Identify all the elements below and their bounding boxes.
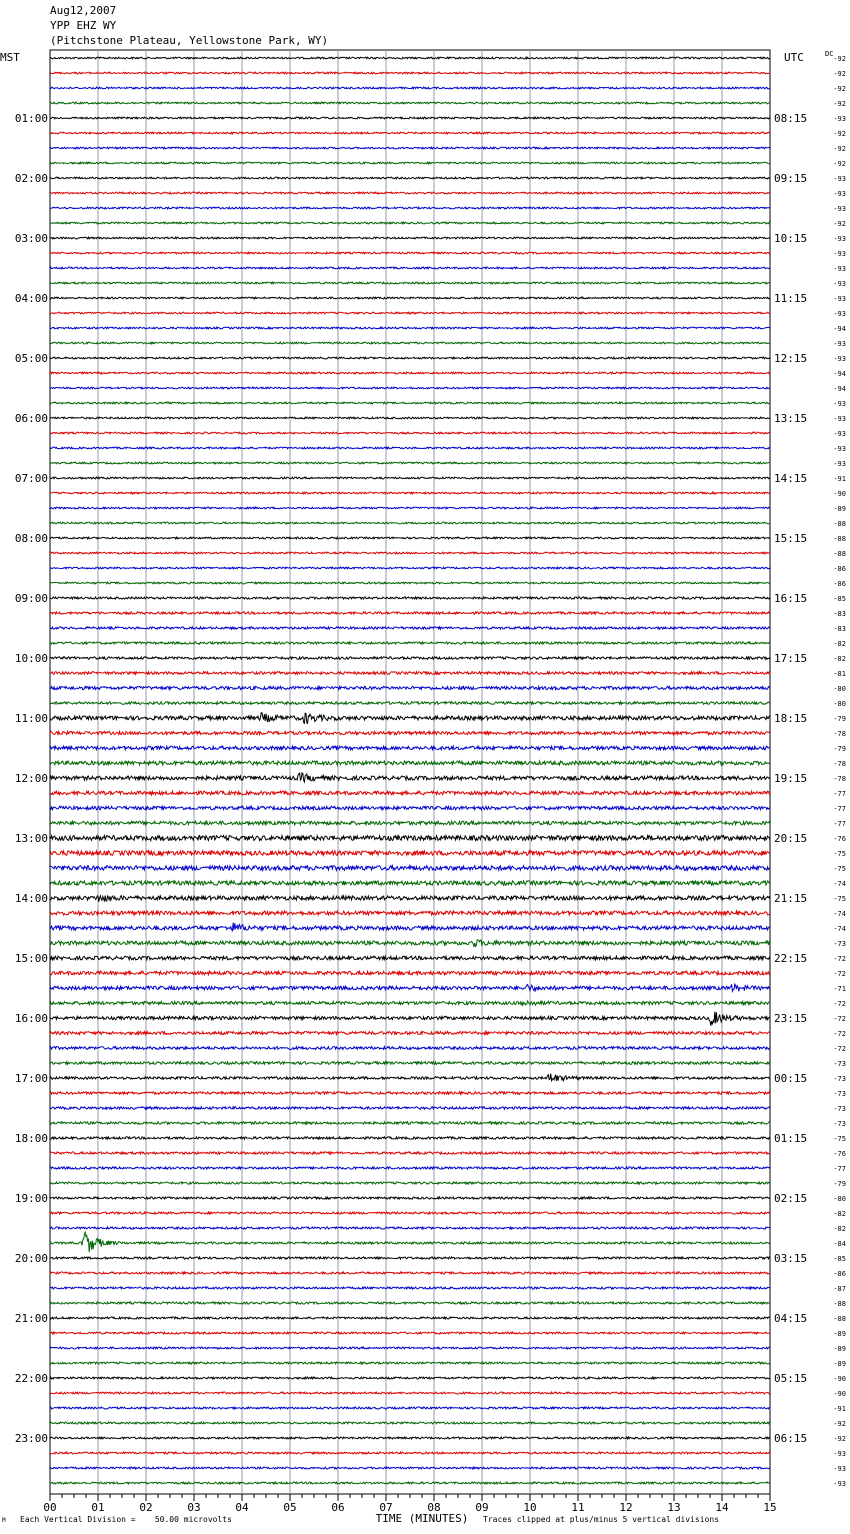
utc-hour-label: 17:15 — [774, 652, 808, 665]
mst-hour-label: 16:00 — [14, 1012, 48, 1025]
dc-offset-label: -89 — [833, 1330, 846, 1338]
seismic-trace — [50, 357, 770, 359]
mst-hour-label: 20:00 — [14, 1252, 48, 1265]
x-tick-label: 02 — [139, 1501, 153, 1514]
dc-offset-label: -78 — [833, 730, 846, 738]
dc-offset-label: -73 — [833, 1075, 846, 1083]
dc-offset-label: -72 — [833, 1045, 846, 1053]
dc-offset-label: -93 — [833, 205, 846, 213]
dc-offset-label: -93 — [833, 1465, 846, 1473]
utc-hour-label: 03:15 — [774, 1252, 808, 1265]
seismic-trace — [50, 1137, 770, 1139]
mst-hour-label: 11:00 — [14, 712, 48, 725]
seismic-trace — [50, 402, 770, 404]
dc-offset-label: -87 — [833, 1285, 846, 1293]
utc-hour-label: 15:15 — [774, 532, 808, 545]
mst-hour-label: 22:00 — [14, 1372, 48, 1385]
dc-offset-label: -78 — [833, 760, 846, 768]
seismic-trace — [50, 102, 770, 104]
dc-offset-label: -72 — [833, 955, 846, 963]
mst-hour-label: 02:00 — [14, 172, 48, 185]
seismic-trace — [50, 72, 770, 74]
seismic-trace — [50, 1107, 770, 1110]
dc-offset-label: -81 — [833, 670, 846, 678]
dc-offset-label: -78 — [833, 775, 846, 783]
dc-offset-label: -88 — [833, 1315, 846, 1323]
dc-offset-label: -94 — [833, 325, 846, 333]
seismic-trace — [50, 147, 770, 149]
seismic-trace — [50, 1122, 770, 1125]
utc-hour-label: 18:15 — [774, 712, 808, 725]
seismic-trace — [50, 177, 770, 179]
dc-offset-label: -79 — [833, 745, 846, 753]
utc-label: UTC — [784, 51, 804, 64]
seismic-trace — [50, 1232, 770, 1252]
seismic-trace — [50, 597, 770, 599]
utc-hour-label: 10:15 — [774, 232, 808, 245]
dc-offset-label: -93 — [833, 295, 846, 303]
mst-hour-label: 21:00 — [14, 1312, 48, 1325]
dc-offset-label: -91 — [833, 1405, 846, 1413]
seismic-trace — [50, 642, 770, 644]
seismic-trace — [50, 462, 770, 464]
dc-offset-label: -88 — [833, 1300, 846, 1308]
seismic-trace — [50, 1362, 770, 1364]
x-tick-label: 05 — [283, 1501, 297, 1514]
dc-offset-label: -92 — [833, 1420, 846, 1428]
dc-offset-label: -75 — [833, 895, 846, 903]
dc-offset-label: -92 — [833, 70, 846, 78]
seismic-trace — [50, 1012, 770, 1026]
x-tick-label: 03 — [187, 1501, 201, 1514]
seismic-trace — [50, 791, 770, 795]
dc-offset-label: -93 — [833, 460, 846, 468]
seismic-trace — [50, 162, 770, 164]
seismic-trace — [50, 1001, 770, 1005]
x-tick-label: 11 — [571, 1501, 585, 1514]
utc-hour-label: 08:15 — [774, 112, 808, 125]
mst-hour-label: 03:00 — [14, 232, 48, 245]
dc-offset-label: -83 — [833, 625, 846, 633]
dc-offset-label: -92 — [833, 145, 846, 153]
seismic-trace — [50, 1332, 770, 1334]
dc-offset-label: -75 — [833, 1135, 846, 1143]
dc-offset-label: -90 — [833, 1390, 846, 1398]
seismic-trace — [50, 657, 770, 660]
seismic-trace — [50, 1287, 770, 1289]
dc-offset-label: -93 — [833, 190, 846, 198]
dc-offset-label: -92 — [833, 220, 846, 228]
dc-offset-label: -93 — [833, 445, 846, 453]
seismic-trace — [50, 713, 770, 724]
dc-offset-label: -72 — [833, 1000, 846, 1008]
mst-hour-label: 04:00 — [14, 292, 48, 305]
seismic-trace — [50, 731, 770, 734]
seismic-trace — [50, 1407, 770, 1409]
seismic-trace — [50, 387, 770, 389]
seismic-trace — [50, 57, 770, 59]
seismic-trace — [50, 192, 770, 194]
seismic-trace — [50, 851, 770, 856]
utc-hour-label: 14:15 — [774, 472, 808, 485]
x-tick-label: 00 — [43, 1501, 57, 1514]
seismic-trace — [50, 1227, 770, 1229]
seismic-trace — [50, 806, 770, 809]
dc-offset-label: -89 — [833, 1360, 846, 1368]
dc-offset-label: -88 — [833, 550, 846, 558]
seismic-trace — [50, 1167, 770, 1169]
seismic-trace — [50, 1467, 770, 1469]
x-tick-label: 07 — [379, 1501, 393, 1514]
seismic-trace — [50, 1182, 770, 1184]
mst-hour-label: 06:00 — [14, 412, 48, 425]
seismic-trace — [50, 342, 770, 344]
utc-hour-label: 05:15 — [774, 1372, 808, 1385]
utc-hour-label: 09:15 — [774, 172, 808, 185]
seismic-trace — [50, 1031, 770, 1034]
dc-offset-label: -73 — [833, 1060, 846, 1068]
utc-hour-label: 22:15 — [774, 952, 808, 965]
mst-hour-label: 14:00 — [14, 892, 48, 905]
seismic-trace — [50, 866, 770, 871]
dc-offset-label: -86 — [833, 1270, 846, 1278]
seismic-trace — [50, 417, 770, 419]
seismic-trace — [50, 582, 770, 584]
dc-offset-label: -72 — [833, 970, 846, 978]
seismic-trace — [50, 477, 770, 479]
seismic-trace — [50, 87, 770, 89]
dc-offset-label: -77 — [833, 820, 846, 828]
utc-hour-label: 02:15 — [774, 1192, 808, 1205]
seismic-trace — [50, 923, 770, 932]
header-date: Aug12,2007 — [50, 4, 117, 17]
utc-hour-label: 21:15 — [774, 892, 808, 905]
seismic-trace — [50, 222, 770, 224]
dc-offset-label: -94 — [833, 385, 846, 393]
utc-hour-label: 20:15 — [774, 832, 808, 845]
dc-offset-label: -77 — [833, 1165, 846, 1173]
seismic-trace — [50, 1074, 770, 1081]
seismic-trace — [50, 1212, 770, 1214]
dc-offset-label: -93 — [833, 355, 846, 363]
dc-offset-label: -86 — [833, 565, 846, 573]
seismic-trace — [50, 507, 770, 509]
mst-hour-label: 12:00 — [14, 772, 48, 785]
seismic-trace — [50, 207, 770, 209]
dc-offset-label: -73 — [833, 940, 846, 948]
dc-offset-label: -93 — [833, 1480, 846, 1488]
dc-offset-label: -88 — [833, 520, 846, 528]
header-station: YPP EHZ WY — [50, 19, 117, 32]
seismic-trace — [50, 132, 770, 134]
seismic-trace — [50, 761, 770, 765]
seismic-trace — [50, 1392, 770, 1394]
seismic-trace — [50, 522, 770, 524]
mst-hour-label: 08:00 — [14, 532, 48, 545]
seismic-trace — [50, 1347, 770, 1349]
dc-offset-label: -72 — [833, 1030, 846, 1038]
utc-hour-label: 04:15 — [774, 1312, 808, 1325]
dc-offset-label: -75 — [833, 850, 846, 858]
dc-offset-label: -93 — [833, 280, 846, 288]
seismic-trace — [50, 1317, 770, 1319]
x-tick-label: 13 — [667, 1501, 681, 1514]
mst-hour-label: 09:00 — [14, 592, 48, 605]
mst-hour-label: 18:00 — [14, 1132, 48, 1145]
utc-hour-label: 06:15 — [774, 1432, 808, 1445]
seismic-trace — [50, 267, 770, 269]
dc-offset-label: -74 — [833, 910, 846, 918]
dc-offset-label: -82 — [833, 1210, 846, 1218]
dc-offset-label: -93 — [833, 250, 846, 258]
seismic-trace — [50, 1452, 770, 1454]
dc-offset-label: -90 — [833, 490, 846, 498]
dc-offset-label: -73 — [833, 1120, 846, 1128]
dc-offset-label: -90 — [833, 1375, 846, 1383]
dc-offset-label: -83 — [833, 610, 846, 618]
dc-offset-label: -89 — [833, 1345, 846, 1353]
mst-hour-label: 17:00 — [14, 1072, 48, 1085]
seismic-trace — [50, 1197, 770, 1199]
dc-offset-label: -93 — [833, 235, 846, 243]
seismic-trace — [50, 282, 770, 284]
utc-hour-label: 12:15 — [774, 352, 808, 365]
dc-offset-label: -80 — [833, 685, 846, 693]
utc-hour-label: 23:15 — [774, 1012, 808, 1025]
dc-offset-label: -93 — [833, 310, 846, 318]
seismic-trace — [50, 702, 770, 705]
seismic-trace — [50, 327, 770, 329]
mst-hour-label: 05:00 — [14, 352, 48, 365]
corner-mark: M — [2, 1517, 6, 1524]
mst-hour-label: 13:00 — [14, 832, 48, 845]
mst-hour-label: 01:00 — [14, 112, 48, 125]
dc-offset-label: -93 — [833, 340, 846, 348]
seismic-trace — [50, 492, 770, 494]
dc-offset-label: -92 — [833, 130, 846, 138]
dc-offset-label: -80 — [833, 700, 846, 708]
dc-offset-label: -79 — [833, 715, 846, 723]
seismic-trace — [50, 297, 770, 299]
dc-offset-label: -74 — [833, 880, 846, 888]
dc-offset-label: -82 — [833, 640, 846, 648]
seismic-trace — [50, 537, 770, 539]
dc-offset-label: -76 — [833, 835, 846, 843]
utc-hour-label: 01:15 — [774, 1132, 808, 1145]
seismic-trace — [50, 1272, 770, 1274]
seismic-trace — [50, 821, 770, 825]
seismic-trace — [50, 1092, 770, 1095]
dc-offset-label: -84 — [833, 1240, 846, 1248]
seismic-trace — [50, 1482, 770, 1484]
mst-hour-label: 10:00 — [14, 652, 48, 665]
seismic-trace — [50, 940, 770, 947]
utc-hour-label: 11:15 — [774, 292, 808, 305]
seismic-trace — [50, 372, 770, 374]
dc-offset-label: -94 — [833, 370, 846, 378]
x-tick-label: 14 — [715, 1501, 729, 1514]
seismic-trace — [50, 686, 770, 689]
seismic-trace — [50, 672, 770, 675]
x-tick-label: 08 — [427, 1501, 441, 1514]
plot-frame — [50, 50, 770, 1494]
seismic-trace — [50, 881, 770, 885]
dc-offset-label: -71 — [833, 985, 846, 993]
clip-note: Traces clipped at plus/minus 5 vertical divisions — [483, 1515, 720, 1524]
mst-hour-label: 07:00 — [14, 472, 48, 485]
utc-hour-label: 00:15 — [774, 1072, 808, 1085]
dc-offset-label: -73 — [833, 1105, 846, 1113]
seismic-trace — [50, 1152, 770, 1154]
dc-offset-label: -74 — [833, 925, 846, 933]
dc-offset-label: -85 — [833, 1255, 846, 1263]
dc-offset-label: -93 — [833, 415, 846, 423]
seismic-trace — [50, 1437, 770, 1439]
dc-offset-label: -93 — [833, 265, 846, 273]
seismic-trace — [50, 1302, 770, 1304]
utc-hour-label: 16:15 — [774, 592, 808, 605]
seismic-trace — [50, 447, 770, 449]
x-tick-label: 06 — [331, 1501, 345, 1514]
dc-offset-label: -73 — [833, 1090, 846, 1098]
seismic-trace — [50, 567, 770, 569]
mst-hour-label: 19:00 — [14, 1192, 48, 1205]
seismic-trace — [50, 1047, 770, 1050]
dc-offset-label: -77 — [833, 790, 846, 798]
seismic-trace — [50, 956, 770, 960]
dc-offset-label: -82 — [833, 655, 846, 663]
mst-hour-label: 15:00 — [14, 952, 48, 965]
dc-offset-label: -76 — [833, 1150, 846, 1158]
seismic-trace — [50, 971, 770, 975]
seismic-trace — [50, 552, 770, 554]
mst-hour-label: 23:00 — [14, 1432, 48, 1445]
seismic-trace — [50, 835, 770, 840]
x-axis-title: TIME (MINUTES) — [375, 1512, 469, 1525]
seismic-trace — [50, 627, 770, 629]
x-tick-label: 10 — [523, 1501, 537, 1514]
seismic-trace — [50, 773, 770, 782]
seismic-trace — [50, 1257, 770, 1259]
dc-offset-label: -92 — [833, 85, 846, 93]
dc-offset-label: -89 — [833, 505, 846, 513]
dc-offset-label: -75 — [833, 865, 846, 873]
dc-offset-label: -88 — [833, 535, 846, 543]
x-tick-label: 09 — [475, 1501, 489, 1514]
seismic-trace — [50, 911, 770, 915]
dc-offset-label: -93 — [833, 400, 846, 408]
x-tick-label: 04 — [235, 1501, 249, 1514]
mst-label: MST — [0, 51, 20, 64]
x-tick-label: 12 — [619, 1501, 633, 1514]
dc-offset-label: -79 — [833, 1180, 846, 1188]
dc-offset-label: -93 — [833, 175, 846, 183]
dc-offset-label: -92 — [833, 55, 846, 63]
seismic-trace — [50, 252, 770, 254]
dc-offset-label: -80 — [833, 1195, 846, 1203]
dc-offset-label: -92 — [833, 100, 846, 108]
x-tick-label: 01 — [91, 1501, 105, 1514]
utc-hour-label: 19:15 — [774, 772, 808, 785]
seismic-trace — [50, 612, 770, 614]
dc-offset-label: -72 — [833, 1015, 846, 1023]
header-location: (Pitchstone Plateau, Yellowstone Park, WY) — [50, 34, 329, 47]
seismic-trace — [50, 432, 770, 434]
dc-offset-label: -93 — [833, 1450, 846, 1458]
dc-label: DC — [825, 50, 834, 58]
x-tick-label: 15 — [763, 1501, 777, 1514]
dc-offset-label: -92 — [833, 1435, 846, 1443]
seismic-trace — [50, 1377, 770, 1379]
seismic-trace — [50, 237, 770, 239]
seismic-trace — [50, 1062, 770, 1065]
seismic-trace — [50, 1422, 770, 1424]
utc-hour-label: 13:15 — [774, 412, 808, 425]
dc-offset-label: -85 — [833, 595, 846, 603]
dc-offset-label: -93 — [833, 430, 846, 438]
seismic-trace — [50, 984, 770, 991]
dc-offset-label: -77 — [833, 805, 846, 813]
seismic-trace — [50, 312, 770, 314]
seismic-trace — [50, 895, 770, 901]
dc-offset-label: -93 — [833, 115, 846, 123]
dc-offset-label: -86 — [833, 580, 846, 588]
dc-offset-label: -91 — [833, 475, 846, 483]
dc-offset-label: -92 — [833, 160, 846, 168]
scale-note: Each Vertical Division = 50.00 microvolts — [20, 1515, 232, 1524]
seismic-trace — [50, 746, 770, 750]
seismic-trace — [50, 117, 770, 119]
dc-offset-label: -82 — [833, 1225, 846, 1233]
